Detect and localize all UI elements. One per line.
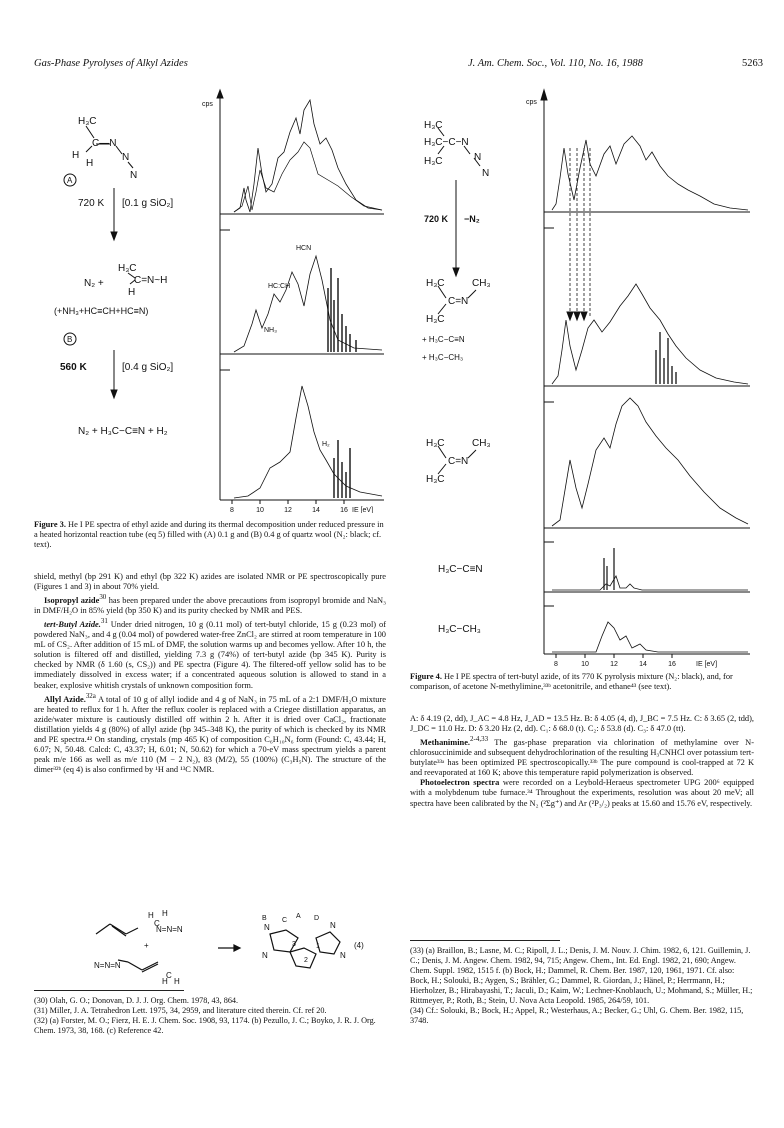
footnote: (30) Olah, G. O.; Donovan, D. J. J. Org. Chem. 1978, 43, 864. bbox=[34, 996, 239, 1005]
fig4-tick-label: 14 bbox=[639, 661, 647, 668]
paragraph-body: The gas-phase preparation via chlorination of methylamine over N-chlorosuccinimide and subsequent dehydrochlorination of the resulting H₃CNHCl over potassium tert-butylate³³ᵃ has been optimized PE spectroscopically.³³ᵇ The pure compound is cool-trapped at 72 K and reevaporated at 160 K; above this temperature rapid polymerization is observed. bbox=[410, 737, 754, 778]
fig4-label-acetonitrile: H₃C−C≡N bbox=[438, 564, 483, 575]
fig3-tick-label: 12 bbox=[284, 507, 292, 513]
svg-text:H₃C: H₃C bbox=[426, 278, 445, 289]
body-right bbox=[410, 714, 754, 809]
fig3-peak-hcn: HCN bbox=[296, 245, 312, 252]
svg-text:C=N: C=N bbox=[448, 456, 469, 467]
fig4-axis-unit: IE [eV] bbox=[696, 661, 718, 668]
footnote: (31) Miller, J. A. Tetrahedron Lett. 1975, 34, 2959, and literature cited therein. Cf. ref 20. bbox=[34, 1006, 327, 1015]
fig4-tick-label: 16 bbox=[668, 661, 676, 668]
fig3-temp-b: 560 K bbox=[60, 362, 87, 373]
fig3-peak-h2: H₂ bbox=[322, 441, 330, 448]
eq4-atom-label: C bbox=[282, 917, 288, 924]
svg-text:N: N bbox=[474, 152, 482, 163]
figure-4-caption-label: Figure 4. bbox=[410, 672, 442, 681]
ref: 32a bbox=[85, 691, 96, 700]
equation-4-graphic bbox=[34, 908, 386, 986]
svg-text:H: H bbox=[162, 909, 168, 918]
fig3-n2-plus: N₂ + bbox=[84, 278, 104, 289]
paragraph-head: tert-Butyl Azide. bbox=[44, 619, 101, 629]
running-header-journal: J. Am. Chem. Soc., Vol. 110, No. 16, 1988 bbox=[468, 58, 643, 69]
fig3-tick-label: 16 bbox=[340, 507, 348, 513]
footnote-rule-right bbox=[410, 940, 560, 941]
paragraph-head: Allyl Azide. bbox=[44, 694, 86, 704]
figure-4-graphic bbox=[410, 88, 754, 668]
nmr-data: A: δ 4.19 (2, dd), J_AC = 4.8 Hz, J_AD = 13.5 Hz. B: δ 4.05 (4, d), J_BC = 7.5 Hz. C: δ 3.65 (2, tdd), J_DC = 11.0 Hz. D: δ 3.20 Hz (2, dd). C₁: δ 68.0 (t). C₂: δ 53.8 (d). C₃: δ 47.0 (tt). bbox=[410, 714, 754, 734]
page-number: 5263 bbox=[742, 58, 763, 69]
paragraph-body: A total of 10 g of allyl iodide and 4 g of NaN₃ in 75 mL of a 2:1 DMF/H₂O mixture are heated to reflux for 1 h. After the reflux cooler is replaced with a Criegee distillation apparatus, an azide/water mixture is cautiously distilled off within 2 h. After it is dried over CaCl₂, fractionate distillation yields 4 g (80%) of allyl azide (bp 345–348 K), the purity of which is checked by its NMR and PE spectra.⁴² On standing, crystals (mp 465 K) of composition C₆H₁₀N₆ form (Found: C, 43.44; H, 6.07; N, 50.48. Calcd: C, 43.37; H, 6.01; N, 50.62) for which a 70-eV mass spectrum yields a parent peak m/e 166 as well as m/e 110 (M − 2 N₂), 83 (M/2), 55 (100%) (C₃H₅N). The structure of the dimer³²ᵇ (eq 4) is also confirmed by ¹H and ¹³C NMR. bbox=[34, 694, 386, 775]
figure-3-caption-text: He I PE spectra of ethyl azide and during its thermal decomposition under reduced pressure in a heated horizontal reaction tube (eq 5) filled with (A) 0.1 g and (B) 0.4 g of quartz wool (N₂: black; cf. text). bbox=[34, 520, 384, 550]
eq4-atom-label: 3 bbox=[292, 941, 296, 948]
svg-text:H₃C−C−N: H₃C−C−N bbox=[424, 137, 469, 148]
svg-text:H: H bbox=[86, 158, 94, 169]
footnotes-left bbox=[34, 996, 386, 1036]
footnotes-right bbox=[410, 946, 754, 1026]
eq4-plus: + bbox=[144, 941, 149, 950]
svg-text:CH₃: CH₃ bbox=[472, 438, 491, 449]
running-header-title: Gas-Phase Pyrolyses of Alkyl Azides bbox=[34, 58, 188, 69]
fig4-prod2: + H₃C−CH₃ bbox=[422, 353, 464, 362]
fig4-tick-label: 10 bbox=[581, 661, 589, 668]
fig3-tick-label: 10 bbox=[256, 507, 264, 513]
fig4-cps-label: cps bbox=[526, 99, 537, 106]
fig3-cond-a: [0.1 g SiO₂] bbox=[122, 198, 174, 209]
fig3-product-b: N₂ + H₃C−C≡N + H₂ bbox=[78, 426, 168, 437]
paragraph: shield, methyl (bp 291 K) and ethyl (bp 322 K) azides are isolated NMR or PE spectroscopically pure (Figures 1 and 3) in about 70% yield. bbox=[34, 572, 386, 592]
fig3-label-a: A bbox=[67, 176, 73, 185]
fig3-peak-nh3: NH₃ bbox=[264, 327, 277, 334]
svg-text:C: C bbox=[166, 971, 172, 980]
fig4-label-ethane: H₃C−CH₃ bbox=[438, 624, 481, 635]
paragraph-isopropyl-azide bbox=[34, 592, 386, 616]
svg-text:C—N: C—N bbox=[92, 138, 117, 149]
paragraph-methanimine bbox=[410, 734, 754, 778]
figure-4-caption bbox=[410, 672, 754, 692]
equation-4 bbox=[34, 908, 386, 986]
eq4-atom-label: A bbox=[296, 913, 301, 920]
paragraph-tert-butyl-azide bbox=[34, 616, 386, 690]
footnote-rule-left bbox=[34, 990, 184, 991]
paragraph-pe-spectra bbox=[410, 778, 754, 808]
fig3-temp-a: 720 K bbox=[78, 198, 105, 209]
svg-text:H: H bbox=[174, 977, 180, 986]
fig4-prod1: + H₃C−C≡N bbox=[422, 335, 465, 344]
figure-3-caption bbox=[34, 520, 386, 551]
paragraph-body: has been prepared under the above precautions from isopropyl bromide and NaN₃ in DMF/H₂O in 85% yield (bp 350 K) and its purity checked by NMR and PES. bbox=[34, 595, 386, 616]
svg-text:H₃C: H₃C bbox=[78, 116, 97, 127]
svg-text:H: H bbox=[148, 911, 154, 920]
footnote: (34) Cf.: Solouki, B.; Bock, H.; Appel, R.; Westerhaus, A.; Becker, G.; Uhl, G. Chem. Ber. 1982, 115, 3748. bbox=[410, 1006, 744, 1025]
paragraph-head: Isopropyl azide bbox=[44, 595, 100, 605]
svg-text:C=N~H: C=N~H bbox=[134, 275, 168, 286]
fig3-tick-label: 14 bbox=[312, 507, 320, 513]
svg-text:N: N bbox=[130, 170, 138, 181]
ref: 2-4,33 bbox=[470, 735, 489, 744]
fig4-loss: −N₂ bbox=[464, 214, 480, 224]
footnote: (33) (a) Braillon, B.; Lasne, M. C.; Ripoll, J. L.; Denis, J. M. Nouv. J. Chim. 1982, 6, 121. Guillemin, J. C.; Denis, J. M. Angew. Chem. 1982, 94, 715; Angew. Chem., Int. Ed. Engl. 1982, 21, 690; Angew. Chem. Suppl. 1982, 1515 f. (b) Bock, H.; Dammel, R. Chem. Ber. 1987, 120, 1961, 1971. Cf. also: Bock, H.; Solouki, B.; Aygen, S.; Brähler, G.; Dammel, R. Giordan, J.; Hänel, P.; Herrmann, H.; Hierholzer, B.; Hirabayashi, T.; Jaculi, D.; Kaim, W.; Lechner-Knoblauch, U.; Mohmand, S.; Müller, H.; Rittmeyer, P.; Roth, B.; Stein, U. Nova Acta Leopold. 1985, 264/59, 101. bbox=[410, 946, 753, 1005]
svg-text:H₃C: H₃C bbox=[426, 474, 445, 485]
paragraph-body: were recorded on a Leybold-Heraeus spectrometer UPG 200⁶ equipped with a molybdenum tube furnace.³⁴ Throughout the experiments, resolution was about 20 meV; all spectra have been calibrated by the N₂ (²Σg⁺) and Ar (²P₃/₂) peaks at 15.60 and 15.76 eV, respectively. bbox=[410, 778, 754, 808]
footnote: (32) (a) Forster, M. O.; Fierz, H. E. J. Chem. Soc. 1908, 93, 1174. (b) Pezullo, J. C.; Boyko, J. R. J. Org. Chem. 1973, 38, 168. (c) Reference 42. bbox=[34, 1016, 376, 1035]
eq4-atom-label: D bbox=[314, 915, 320, 922]
figure-4-caption-text: He I PE spectra of tert-butyl azide, of its 770 K pyrolysis mixture (N₂: black), and, for comparison, of acetone N-methylimine,³³ᵇ acetonitrile, and ethane⁴³ (see text). bbox=[410, 672, 733, 692]
figure-3-graphic bbox=[34, 88, 386, 513]
eq4-atom-label: 1 bbox=[316, 943, 320, 950]
ref: 30 bbox=[99, 593, 107, 602]
svg-text:H: H bbox=[72, 150, 80, 161]
body-left bbox=[34, 572, 386, 775]
ref: 31 bbox=[100, 617, 108, 626]
svg-text:H: H bbox=[162, 977, 168, 986]
paragraph-body: Under dried nitrogen, 10 g (0.11 mol) of tert-butyl chloride, 15 g (0.23 mol) of powdered NaN₃, and 4 g (0.04 mol) of powdered water-free ZnCl₂ are stirred at room temperature in 100 mL of CS₂. After addition of 15 mL of DMF, the solution warms up and becomes yellow. After 10 h, the solution is filtered off and distilled, yielding 7.3 g (74%) of tert-butyl azide (bp 345 K). Purity is checked by NMR (δ 1.60 (s, CS₂)) and PE spectra (Figure 4). The filtered-off yellow solid has to be immediately dissolved in excess water; if a concentrated aqueous solution is allowed to stand in a beaker, explosive whitish crystals of unknown composition form. bbox=[34, 619, 386, 690]
svg-text:H₃C: H₃C bbox=[118, 263, 137, 274]
eq4-atom-label: B bbox=[262, 915, 267, 922]
fig3-byproducts: (+NH₃+HC≡CH+HC≡N) bbox=[54, 306, 149, 316]
svg-text:N: N bbox=[264, 923, 270, 932]
paragraph-head: Photoelectron spectra bbox=[420, 778, 500, 788]
svg-text:N: N bbox=[122, 152, 130, 163]
eq4-azide-bottom: N=N=N bbox=[94, 961, 121, 970]
svg-text:N: N bbox=[262, 951, 268, 960]
svg-text:H₃C: H₃C bbox=[426, 314, 445, 325]
svg-text:C: C bbox=[154, 919, 160, 928]
svg-text:H: H bbox=[128, 287, 136, 298]
fig3-label-b: B bbox=[67, 335, 73, 344]
paragraph-head: Methanimine. bbox=[420, 737, 471, 747]
svg-text:H₃C: H₃C bbox=[424, 120, 443, 131]
fig3-cond-b: [0.4 g SiO₂] bbox=[122, 362, 174, 373]
figure-3-caption-label: Figure 3. bbox=[34, 520, 66, 529]
svg-text:CH₃: CH₃ bbox=[472, 278, 491, 289]
fig3-tick-label: 8 bbox=[230, 507, 234, 513]
paragraph-allyl-azide bbox=[34, 691, 386, 776]
svg-text:N: N bbox=[482, 168, 490, 179]
svg-text:H₃C: H₃C bbox=[424, 156, 443, 167]
eq4-azide-top: N=N=N bbox=[156, 925, 183, 934]
figure-3 bbox=[34, 88, 386, 513]
svg-text:C=N: C=N bbox=[448, 296, 469, 307]
eq4-number: (4) bbox=[354, 941, 364, 950]
fig4-tick-label: 8 bbox=[554, 661, 558, 668]
fig3-axis-unit: IE [eV] bbox=[352, 507, 374, 513]
figure-4 bbox=[410, 88, 754, 668]
eq4-atom-label: 2 bbox=[304, 957, 308, 964]
svg-text:N: N bbox=[340, 951, 346, 960]
fig3-cps-label: cps bbox=[202, 101, 213, 108]
fig4-tick-label: 12 bbox=[610, 661, 618, 668]
svg-text:H₃C: H₃C bbox=[426, 438, 445, 449]
fig3-peak-hcch: HC:CH bbox=[268, 283, 291, 290]
fig4-temp: 720 K bbox=[424, 214, 449, 224]
svg-text:N: N bbox=[330, 921, 336, 930]
